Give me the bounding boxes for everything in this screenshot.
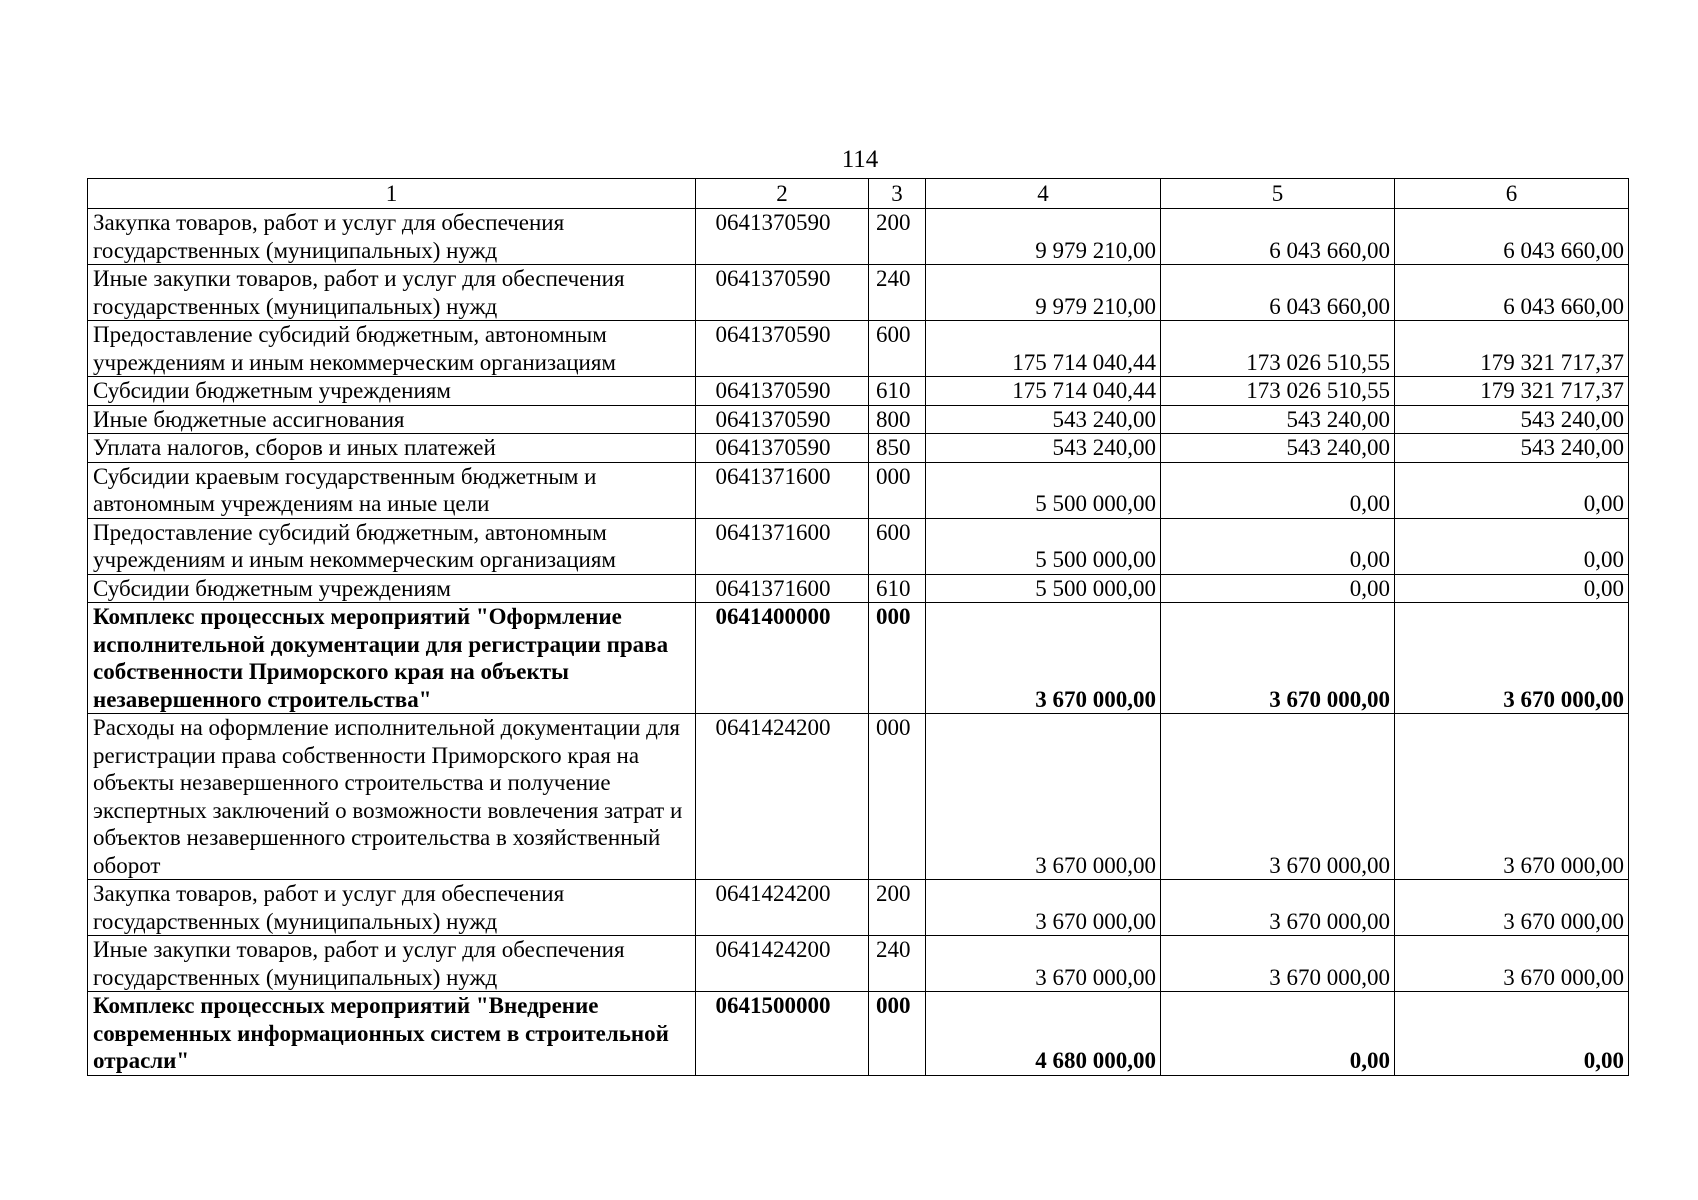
expense-type-code: 610: [869, 574, 926, 603]
table-row: [88, 603, 1629, 714]
amount-col5: 543 240,00: [1161, 405, 1395, 434]
target-article-code: 0641370590: [696, 434, 869, 463]
amount-col6: 179 321 717,37: [1395, 377, 1629, 406]
expense-type-code: 000: [869, 714, 926, 880]
table-row: [88, 321, 1629, 377]
amount-col5: 3 670 000,00: [1161, 936, 1395, 992]
table-row: [88, 880, 1629, 936]
expense-type-code: 600: [869, 321, 926, 377]
column-header-6: 6: [1395, 179, 1629, 209]
target-article-code: 0641371600: [696, 518, 869, 574]
amount-col5: 173 026 510,55: [1161, 321, 1395, 377]
amount-col4: 4 680 000,00: [926, 992, 1161, 1076]
table-row: [88, 377, 1629, 406]
table-row: [88, 462, 1629, 518]
amount-col4: 175 714 040,44: [926, 377, 1161, 406]
amount-col4: 175 714 040,44: [926, 321, 1161, 377]
amount-col4: 3 670 000,00: [926, 880, 1161, 936]
target-article-code: 0641424200: [696, 936, 869, 992]
amount-col5: 6 043 660,00: [1161, 209, 1395, 265]
row-name: Субсидии краевым государственным бюджетным и автономным учреждениям на иные цели: [88, 462, 696, 518]
amount-col6: 3 670 000,00: [1395, 880, 1629, 936]
amount-col4: 5 500 000,00: [926, 462, 1161, 518]
expense-type-code: 200: [869, 880, 926, 936]
column-header-4: 4: [926, 179, 1161, 209]
row-name: Иные закупки товаров, работ и услуг для обеспечения государственных (муниципальных) нужд: [88, 936, 696, 992]
expense-type-code: 240: [869, 936, 926, 992]
amount-col6: 6 043 660,00: [1395, 209, 1629, 265]
target-article-code: 0641370590: [696, 209, 869, 265]
page-number: 114: [841, 146, 879, 173]
target-article-code: 0641371600: [696, 462, 869, 518]
column-number-row: [88, 179, 1629, 209]
expense-type-code: 200: [869, 209, 926, 265]
amount-col5: 543 240,00: [1161, 434, 1395, 463]
target-article-code: 0641500000: [696, 992, 869, 1076]
table-row: [88, 405, 1629, 434]
column-header-1: 1: [88, 179, 696, 209]
amount-col4: 3 670 000,00: [926, 603, 1161, 714]
amount-col4: 5 500 000,00: [926, 574, 1161, 603]
amount-col5: 3 670 000,00: [1161, 714, 1395, 880]
amount-col5: 173 026 510,55: [1161, 377, 1395, 406]
expense-type-code: 000: [869, 462, 926, 518]
amount-col5: 0,00: [1161, 992, 1395, 1076]
amount-col5: 0,00: [1161, 518, 1395, 574]
expense-type-code: 000: [869, 603, 926, 714]
target-article-code: 0641370590: [696, 377, 869, 406]
table-row: [88, 209, 1629, 265]
amount-col4: 5 500 000,00: [926, 518, 1161, 574]
target-article-code: 0641400000: [696, 603, 869, 714]
target-article-code: 0641370590: [696, 265, 869, 321]
table-row: [88, 518, 1629, 574]
amount-col6: 0,00: [1395, 574, 1629, 603]
amount-col6: 0,00: [1395, 992, 1629, 1076]
amount-col4: 3 670 000,00: [926, 936, 1161, 992]
target-article-code: 0641371600: [696, 574, 869, 603]
expense-type-code: 850: [869, 434, 926, 463]
row-name: Иные закупки товаров, работ и услуг для обеспечения государственных (муниципальных) нужд: [88, 265, 696, 321]
column-header-5: 5: [1161, 179, 1395, 209]
table-row: [88, 936, 1629, 992]
amount-col6: 179 321 717,37: [1395, 321, 1629, 377]
table-row: [88, 574, 1629, 603]
row-name: Расходы на оформление исполнительной документации для регистрации права собственности Приморского края на объекты незавершенного строительства и получение экспертных заключений о возможности вовлечения затрат и объектов незавершенного строительства в хозяйственный оборот: [88, 714, 696, 880]
amount-col4: 543 240,00: [926, 434, 1161, 463]
amount-col6: 0,00: [1395, 462, 1629, 518]
column-header-3: 3: [869, 179, 926, 209]
target-article-code: 0641370590: [696, 321, 869, 377]
table-row: [88, 992, 1629, 1076]
expense-type-code: 610: [869, 377, 926, 406]
amount-col5: 3 670 000,00: [1161, 880, 1395, 936]
table-row: [88, 265, 1629, 321]
expense-type-code: 000: [869, 992, 926, 1076]
table-row: [88, 434, 1629, 463]
amount-col5: 0,00: [1161, 574, 1395, 603]
amount-col4: 9 979 210,00: [926, 265, 1161, 321]
amount-col6: 3 670 000,00: [1395, 714, 1629, 880]
row-name: Закупка товаров, работ и услуг для обеспечения государственных (муниципальных) нужд: [88, 209, 696, 265]
row-name: Субсидии бюджетным учреждениям: [88, 377, 696, 406]
row-name: Иные бюджетные ассигнования: [88, 405, 696, 434]
column-header-2: 2: [696, 179, 869, 209]
amount-col5: 6 043 660,00: [1161, 265, 1395, 321]
expense-type-code: 600: [869, 518, 926, 574]
expense-type-code: 800: [869, 405, 926, 434]
amount-col5: 3 670 000,00: [1161, 603, 1395, 714]
amount-col6: 3 670 000,00: [1395, 936, 1629, 992]
amount-col4: 3 670 000,00: [926, 714, 1161, 880]
table-body: [88, 209, 1629, 1076]
row-name: Комплекс процессных мероприятий "Внедрение современных информационных систем в строительной отрасли": [88, 992, 696, 1076]
target-article-code: 0641370590: [696, 405, 869, 434]
amount-col6: 543 240,00: [1395, 434, 1629, 463]
row-name: Предоставление субсидий бюджетным, автономным учреждениям и иным некоммерческим организациям: [88, 321, 696, 377]
row-name: Комплекс процессных мероприятий "Оформление исполнительной документации для регистрации права собственности Приморского края на объекты незавершенного строительства": [88, 603, 696, 714]
amount-col6: 0,00: [1395, 518, 1629, 574]
budget-table: [87, 178, 1629, 1076]
amount-col4: 9 979 210,00: [926, 209, 1161, 265]
amount-col4: 543 240,00: [926, 405, 1161, 434]
amount-col6: 6 043 660,00: [1395, 265, 1629, 321]
table-header: [88, 179, 1629, 209]
row-name: Предоставление субсидий бюджетным, автономным учреждениям и иным некоммерческим организациям: [88, 518, 696, 574]
amount-col5: 0,00: [1161, 462, 1395, 518]
expense-type-code: 240: [869, 265, 926, 321]
row-name: Закупка товаров, работ и услуг для обеспечения государственных (муниципальных) нужд: [88, 880, 696, 936]
amount-col6: 543 240,00: [1395, 405, 1629, 434]
amount-col6: 3 670 000,00: [1395, 603, 1629, 714]
table-row: [88, 714, 1629, 880]
target-article-code: 0641424200: [696, 880, 869, 936]
row-name: Субсидии бюджетным учреждениям: [88, 574, 696, 603]
row-name: Уплата налогов, сборов и иных платежей: [88, 434, 696, 463]
target-article-code: 0641424200: [696, 714, 869, 880]
